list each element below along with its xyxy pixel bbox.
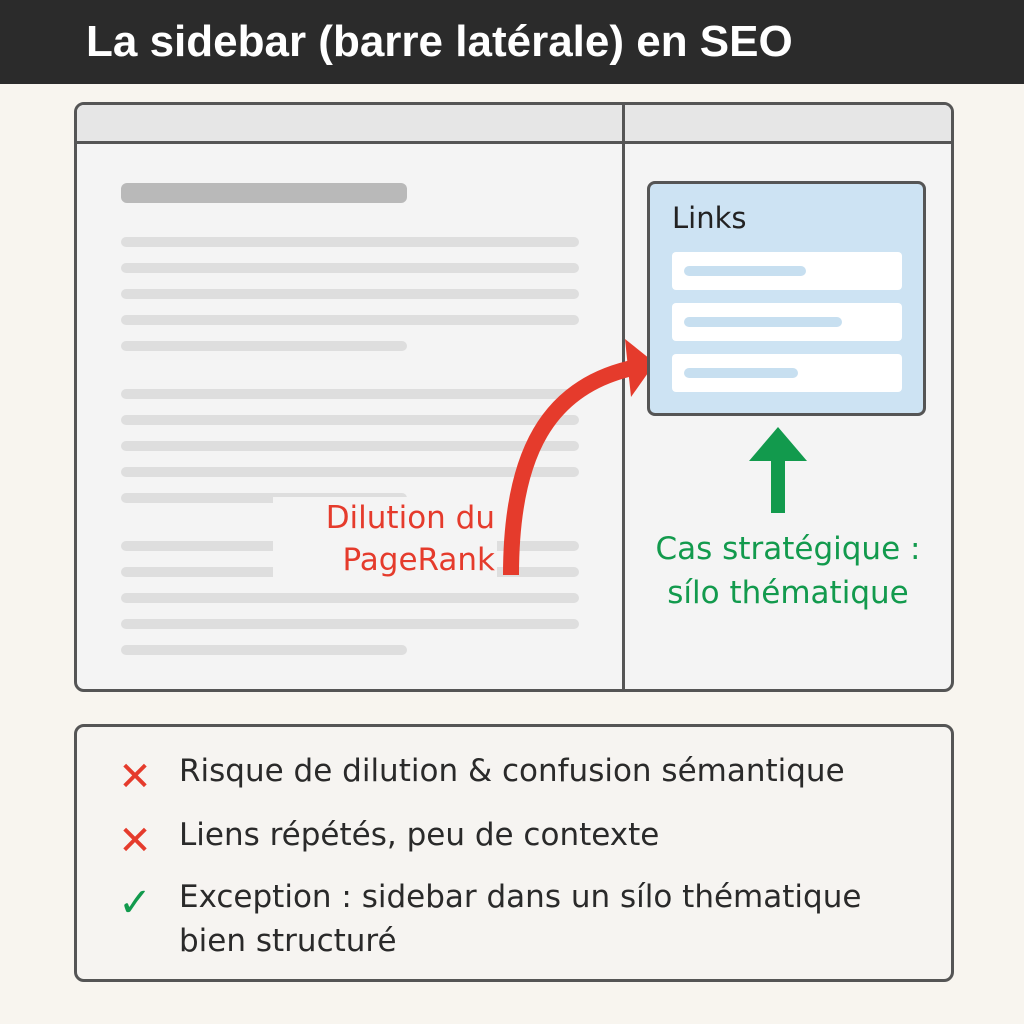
dilution-label-line-2: PageRank (342, 542, 495, 578)
strategic-label-line-2: sílo thématique (667, 575, 909, 611)
strategic-label (625, 527, 951, 615)
sidebar-links-title: Links (672, 201, 747, 235)
webpage-mockup (74, 102, 954, 692)
note-text: Exception : sidebar dans un sílo thématique bien structuré (179, 879, 862, 959)
notes-panel (74, 724, 954, 982)
title-bar (0, 0, 1024, 84)
note-text: Liens répétés, peu de contexte (179, 817, 660, 853)
check-icon: ✓ (118, 880, 152, 926)
strategic-label-line-1: Cas stratégique : (655, 531, 921, 567)
note-text: Risque de dilution & confusion sémantique (179, 753, 845, 789)
dilution-label-line-1: Dilution du (325, 500, 495, 536)
page-title: La sidebar (barre latérale) en SEO (86, 17, 793, 66)
cross-icon: ✕ (118, 754, 152, 800)
cross-icon: ✕ (118, 818, 152, 864)
